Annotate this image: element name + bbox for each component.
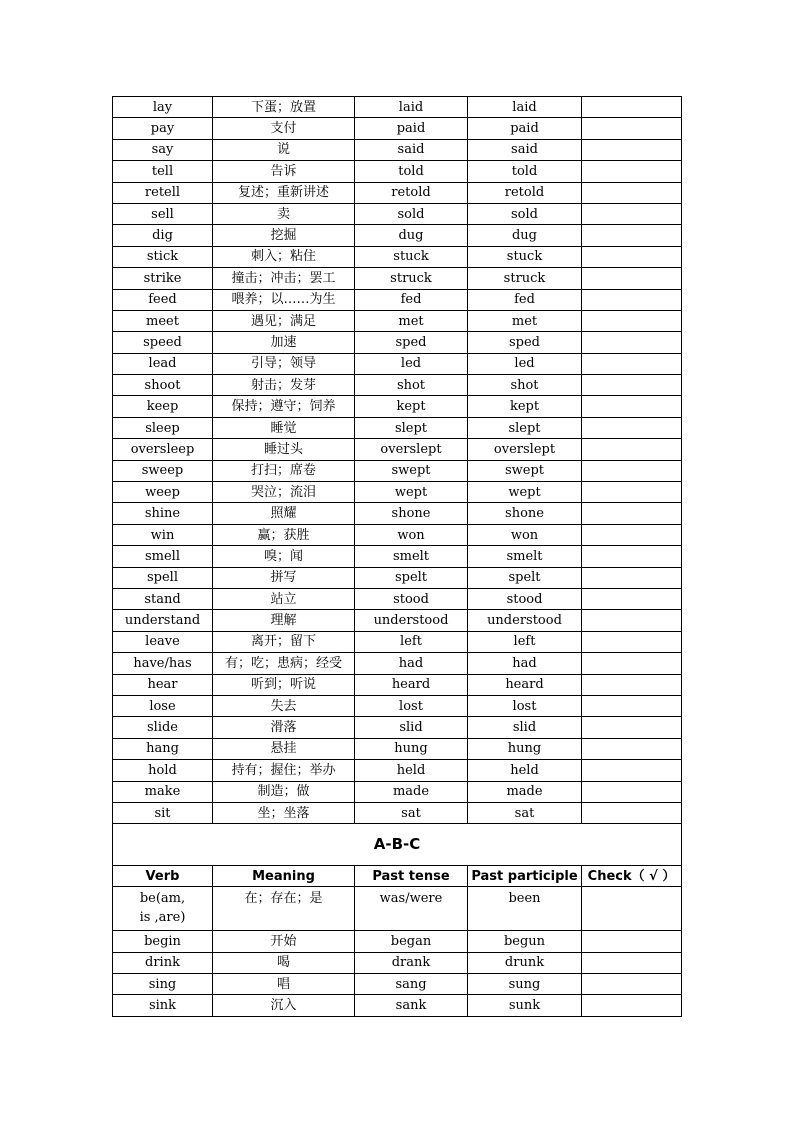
verb-cell: feed	[113, 289, 213, 310]
meaning-cell: 沉入	[213, 995, 355, 1016]
past-tense-cell: understood	[355, 610, 468, 631]
verb-cell: hold	[113, 760, 213, 781]
check-cell[interactable]	[582, 161, 682, 182]
check-cell[interactable]	[582, 289, 682, 310]
meaning-cell: 理解	[213, 610, 355, 631]
verb-cell	[113, 887, 213, 931]
verb-cell: slide	[113, 717, 213, 738]
past-participle-cell: understood	[468, 610, 582, 631]
past-participle-cell: made	[468, 781, 582, 802]
verb-cell: retell	[113, 182, 213, 203]
meaning-cell: 赢；获胜	[213, 524, 355, 545]
past-tense-cell: said	[355, 139, 468, 160]
header-meaning: Meaning	[213, 866, 355, 887]
table-row	[113, 887, 682, 931]
table-row	[113, 631, 682, 652]
check-cell[interactable]	[582, 931, 682, 952]
past-participle-cell: retold	[468, 182, 582, 203]
past-participle-cell: begun	[468, 931, 582, 952]
verb-line-1: be(am,	[139, 891, 186, 907]
table-row	[113, 439, 682, 460]
meaning-cell: 悬挂	[213, 738, 355, 759]
check-cell[interactable]	[582, 460, 682, 481]
header-past-tense: Past tense	[355, 866, 468, 887]
verb-cell: lead	[113, 353, 213, 374]
past-tense-cell: had	[355, 653, 468, 674]
past-tense-cell: sank	[355, 995, 468, 1016]
table-row	[113, 310, 682, 331]
past-participle-cell: drunk	[468, 952, 582, 973]
check-cell[interactable]	[582, 674, 682, 695]
meaning-cell: 唱	[213, 974, 355, 995]
table-row	[113, 674, 682, 695]
section-title: A-B-C	[113, 824, 682, 866]
meaning-cell: 撞击；冲击；罢工	[213, 268, 355, 289]
past-tense-cell: wept	[355, 482, 468, 503]
check-cell[interactable]	[582, 482, 682, 503]
verb-cell: begin	[113, 931, 213, 952]
past-tense-cell: kept	[355, 396, 468, 417]
meaning-cell: 开始	[213, 931, 355, 952]
table-row	[113, 182, 682, 203]
check-cell[interactable]	[582, 310, 682, 331]
verb-cell: drink	[113, 952, 213, 973]
check-cell[interactable]	[582, 695, 682, 716]
header-check: Check（ √ ）	[582, 866, 682, 887]
verb-cell: sleep	[113, 417, 213, 438]
table-row	[113, 225, 682, 246]
abb-rows	[113, 97, 682, 824]
past-participle-cell: spelt	[468, 567, 582, 588]
table-row	[113, 931, 682, 952]
check-cell[interactable]	[582, 182, 682, 203]
check-cell[interactable]	[582, 546, 682, 567]
table-row	[113, 97, 682, 118]
table-row	[113, 396, 682, 417]
meaning-cell: 复述；重新讲述	[213, 182, 355, 203]
past-participle-cell: swept	[468, 460, 582, 481]
check-cell[interactable]	[582, 268, 682, 289]
table-row	[113, 460, 682, 481]
check-cell[interactable]	[582, 952, 682, 973]
table-row	[113, 503, 682, 524]
meaning-cell: 滑落	[213, 717, 355, 738]
past-participle-cell: sold	[468, 203, 582, 224]
past-tense-cell: heard	[355, 674, 468, 695]
past-tense-cell: drank	[355, 952, 468, 973]
past-participle-cell: led	[468, 353, 582, 374]
verb-cell: weep	[113, 482, 213, 503]
past-participle-cell: sat	[468, 802, 582, 823]
past-tense-cell: made	[355, 781, 468, 802]
verb-cell: spell	[113, 567, 213, 588]
table-row	[113, 118, 682, 139]
past-tense-cell: swept	[355, 460, 468, 481]
meaning-cell: 喝	[213, 952, 355, 973]
check-cell[interactable]	[582, 524, 682, 545]
meaning-cell: 睡过头	[213, 439, 355, 460]
check-cell[interactable]	[582, 631, 682, 652]
verb-cell: tell	[113, 161, 213, 182]
check-cell[interactable]	[582, 995, 682, 1016]
verb-cell: sink	[113, 995, 213, 1016]
table-row	[113, 161, 682, 182]
past-participle-cell: sunk	[468, 995, 582, 1016]
past-tense-cell: shot	[355, 375, 468, 396]
verb-cell: speed	[113, 332, 213, 353]
past-participle-cell: left	[468, 631, 582, 652]
meaning-cell: 照耀	[213, 503, 355, 524]
past-tense-cell: was/were	[355, 887, 468, 931]
past-tense-cell: sat	[355, 802, 468, 823]
meaning-cell: 坐；坐落	[213, 802, 355, 823]
meaning-cell: 离开；留下	[213, 631, 355, 652]
past-tense-cell: retold	[355, 182, 468, 203]
verb-cell: keep	[113, 396, 213, 417]
past-participle-cell: hung	[468, 738, 582, 759]
table-row	[113, 717, 682, 738]
table-row	[113, 995, 682, 1016]
meaning-cell: 告诉	[213, 161, 355, 182]
table-row	[113, 203, 682, 224]
table-row	[113, 695, 682, 716]
verb-cell: win	[113, 524, 213, 545]
verb-cell: lay	[113, 97, 213, 118]
check-cell[interactable]	[582, 610, 682, 631]
verb-cell: understand	[113, 610, 213, 631]
past-tense-cell: told	[355, 161, 468, 182]
verb-cell: say	[113, 139, 213, 160]
table-row	[113, 738, 682, 759]
past-participle-cell: heard	[468, 674, 582, 695]
past-tense-cell: sang	[355, 974, 468, 995]
past-participle-cell: met	[468, 310, 582, 331]
past-tense-cell: shone	[355, 503, 468, 524]
meaning-cell: 拼写	[213, 567, 355, 588]
past-participle-cell: lost	[468, 695, 582, 716]
verb-cell: shoot	[113, 375, 213, 396]
past-tense-cell: slid	[355, 717, 468, 738]
header-row	[113, 866, 682, 887]
verb-cell: have/has	[113, 653, 213, 674]
table-row	[113, 417, 682, 438]
verb-cell: pay	[113, 118, 213, 139]
past-tense-cell: held	[355, 760, 468, 781]
meaning-cell: 睡觉	[213, 417, 355, 438]
table-row	[113, 353, 682, 374]
meaning-cell: 喂养；以……为生	[213, 289, 355, 310]
past-participle-cell: struck	[468, 268, 582, 289]
past-tense-cell: led	[355, 353, 468, 374]
check-cell[interactable]	[582, 332, 682, 353]
meaning-cell: 卖	[213, 203, 355, 224]
check-cell[interactable]	[582, 396, 682, 417]
table-row	[113, 653, 682, 674]
meaning-cell: 嗅；闻	[213, 546, 355, 567]
past-tense-cell: began	[355, 931, 468, 952]
past-participle-cell: told	[468, 161, 582, 182]
past-tense-cell: slept	[355, 417, 468, 438]
meaning-cell: 失去	[213, 695, 355, 716]
past-tense-cell: left	[355, 631, 468, 652]
past-participle-cell: smelt	[468, 546, 582, 567]
check-cell[interactable]	[582, 588, 682, 609]
table-row	[113, 567, 682, 588]
table-row	[113, 139, 682, 160]
check-cell[interactable]	[582, 503, 682, 524]
table-row	[113, 952, 682, 973]
table-row	[113, 781, 682, 802]
table-row	[113, 482, 682, 503]
meaning-cell: 站立	[213, 588, 355, 609]
check-cell[interactable]	[582, 353, 682, 374]
table-row	[113, 332, 682, 353]
verb-cell: leave	[113, 631, 213, 652]
past-tense-cell: smelt	[355, 546, 468, 567]
table-row	[113, 802, 682, 823]
past-participle-cell: shot	[468, 375, 582, 396]
meaning-cell: 引导；领导	[213, 353, 355, 374]
check-cell[interactable]	[582, 760, 682, 781]
past-participle-cell: sung	[468, 974, 582, 995]
past-participle-cell: held	[468, 760, 582, 781]
verb-cell: oversleep	[113, 439, 213, 460]
check-cell[interactable]	[582, 246, 682, 267]
past-tense-cell: fed	[355, 289, 468, 310]
check-cell[interactable]	[582, 417, 682, 438]
past-participle-cell: shone	[468, 503, 582, 524]
table-row	[113, 974, 682, 995]
meaning-cell: 听到；听说	[213, 674, 355, 695]
past-tense-cell: laid	[355, 97, 468, 118]
meaning-cell: 遇见；满足	[213, 310, 355, 331]
meaning-cell: 说	[213, 139, 355, 160]
past-participle-cell: stood	[468, 588, 582, 609]
meaning-cell: 有；吃；患病；经受	[213, 653, 355, 674]
past-participle-cell: laid	[468, 97, 582, 118]
past-participle-cell: paid	[468, 118, 582, 139]
past-tense-cell: dug	[355, 225, 468, 246]
past-tense-cell: won	[355, 524, 468, 545]
past-tense-cell: stood	[355, 588, 468, 609]
table-row	[113, 588, 682, 609]
check-cell[interactable]	[582, 203, 682, 224]
check-cell[interactable]	[582, 974, 682, 995]
table-row	[113, 610, 682, 631]
past-participle-cell: slid	[468, 717, 582, 738]
check-cell[interactable]	[582, 717, 682, 738]
past-tense-cell: spelt	[355, 567, 468, 588]
check-cell[interactable]	[582, 781, 682, 802]
check-cell[interactable]	[582, 118, 682, 139]
table-row	[113, 289, 682, 310]
past-tense-cell: struck	[355, 268, 468, 289]
header-past-participle: Past participle	[468, 866, 582, 887]
past-participle-cell: won	[468, 524, 582, 545]
table-row	[113, 246, 682, 267]
check-cell[interactable]	[582, 802, 682, 823]
verb-cell: hang	[113, 738, 213, 759]
table-row	[113, 375, 682, 396]
past-participle-cell: kept	[468, 396, 582, 417]
past-participle-cell: had	[468, 653, 582, 674]
past-participle-cell: dug	[468, 225, 582, 246]
section-row	[113, 824, 682, 866]
table-row	[113, 546, 682, 567]
verb-cell: make	[113, 781, 213, 802]
past-participle-cell: been	[468, 887, 582, 931]
past-participle-cell: slept	[468, 417, 582, 438]
past-participle-cell: overslept	[468, 439, 582, 460]
verb-cell: dig	[113, 225, 213, 246]
meaning-cell: 哭泣；流泪	[213, 482, 355, 503]
check-cell[interactable]	[582, 567, 682, 588]
meaning-cell: 下蛋；放置	[213, 97, 355, 118]
past-participle-cell: sped	[468, 332, 582, 353]
check-cell[interactable]	[582, 97, 682, 118]
past-tense-cell: lost	[355, 695, 468, 716]
verb-cell: hear	[113, 674, 213, 695]
past-tense-cell: paid	[355, 118, 468, 139]
verb-cell: stick	[113, 246, 213, 267]
verb-cell: shine	[113, 503, 213, 524]
check-cell[interactable]	[582, 139, 682, 160]
past-tense-cell: overslept	[355, 439, 468, 460]
abc-rows	[113, 931, 682, 1017]
verb-cell: sell	[113, 203, 213, 224]
verb-cell: sit	[113, 802, 213, 823]
meaning-cell: 打扫；席卷	[213, 460, 355, 481]
past-tense-cell: hung	[355, 738, 468, 759]
past-participle-cell: stuck	[468, 246, 582, 267]
meaning-cell: 支付	[213, 118, 355, 139]
check-cell[interactable]	[582, 887, 682, 931]
verb-cell: sing	[113, 974, 213, 995]
meaning-cell: 射击；发芽	[213, 375, 355, 396]
verb-cell: stand	[113, 588, 213, 609]
past-tense-cell: sold	[355, 203, 468, 224]
meaning-cell: 加速	[213, 332, 355, 353]
table-row	[113, 760, 682, 781]
past-participle-cell: fed	[468, 289, 582, 310]
meaning-cell: 保持；遵守；饲养	[213, 396, 355, 417]
meaning-cell: 在；存在；是	[213, 887, 355, 931]
past-tense-cell: stuck	[355, 246, 468, 267]
check-cell[interactable]	[582, 738, 682, 759]
verb-cell: meet	[113, 310, 213, 331]
past-participle-cell: said	[468, 139, 582, 160]
meaning-cell: 持有；握住；举办	[213, 760, 355, 781]
meaning-cell: 刺入；粘住	[213, 246, 355, 267]
check-cell[interactable]	[582, 375, 682, 396]
meaning-cell: 挖掘	[213, 225, 355, 246]
verb-cell: sweep	[113, 460, 213, 481]
past-participle-cell: wept	[468, 482, 582, 503]
verb-cell: strike	[113, 268, 213, 289]
verb-cell: lose	[113, 695, 213, 716]
past-tense-cell: sped	[355, 332, 468, 353]
meaning-cell: 制造；做	[213, 781, 355, 802]
irregular-verbs-table	[112, 96, 682, 1017]
verb-line-2: is ,are)	[139, 910, 186, 926]
table-row	[113, 268, 682, 289]
check-cell[interactable]	[582, 225, 682, 246]
header-verb: Verb	[113, 866, 213, 887]
verb-cell: smell	[113, 546, 213, 567]
table-row	[113, 524, 682, 545]
check-cell[interactable]	[582, 653, 682, 674]
check-cell[interactable]	[582, 439, 682, 460]
past-tense-cell: met	[355, 310, 468, 331]
